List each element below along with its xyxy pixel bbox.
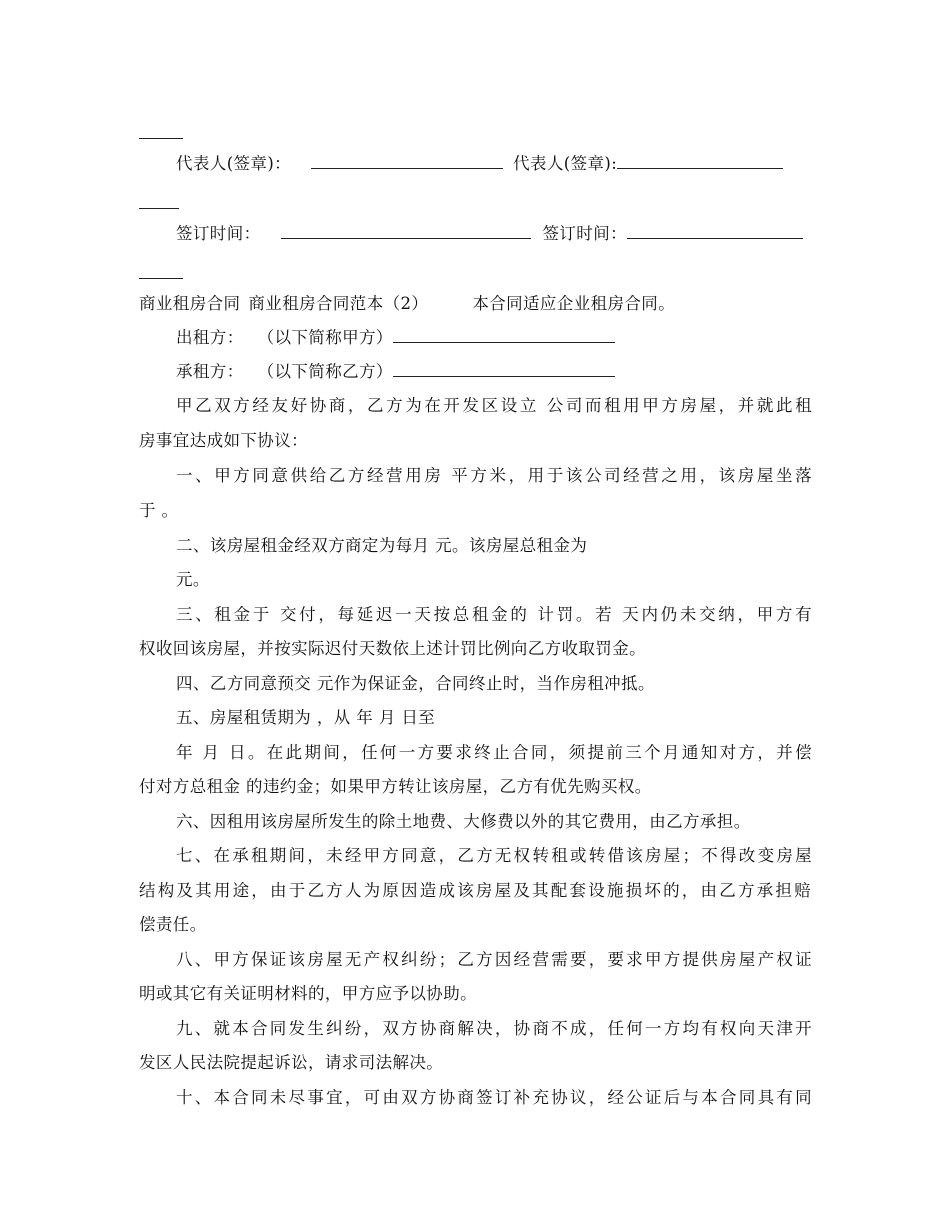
signature-line-tail — [139, 208, 179, 209]
clause-5-line-1: 五、房屋租赁期为 ，从 年 月 日至 — [176, 708, 436, 727]
clause-6: 六、因租用该房屋所发生的除土地费、大修费以外的其它费用，由乙方承担。 — [176, 812, 751, 831]
lessee-row — [176, 360, 812, 384]
lessor-label: 出租方： — [176, 328, 244, 347]
clause-8-line-1: 八、甲方保证该房屋无产权纠纷；乙方因经营需要，要求甲方提供房屋产权证 — [176, 950, 812, 969]
signing-date-row — [176, 222, 812, 246]
clause-1-line-1: 一、甲方同意供给乙方经营用房 平方米，用于该公司经营之用，该房屋坐落 — [176, 466, 812, 485]
signature-line-tail — [139, 278, 183, 279]
clause-1-line-2: 于 。 — [139, 501, 179, 520]
clause-9-line-1: 九、就本合同发生纠纷，双方协商解决，协商不成，任何一方均有权向天津开 — [176, 1019, 812, 1038]
intro-line-1: 甲乙双方经友好协商，乙方为在开发区设立 公司而租用甲方房屋，并就此租 — [176, 396, 812, 415]
clause-3-line-2: 权收回该房屋，并按实际迟付天数依上述计罚比例向乙方收取罚金。 — [139, 639, 646, 658]
signing-date-label-lessor: 签订时间： — [176, 224, 261, 243]
clause-2-line-1: 二、该房屋租金经双方商定为每月 元。该房屋总租金为 — [176, 536, 588, 555]
signing-date-line-lessee — [627, 223, 803, 239]
lessee-alias: （以下简称乙方） — [257, 362, 393, 381]
clause-8-line-2: 明或其它有关证明材料的，甲方应予以协助。 — [139, 984, 477, 1003]
contract-title: 商业租房合同 — [139, 294, 241, 313]
contract-scope: 本合同适应企业租房合同。 — [472, 294, 676, 313]
clause-7-line-2: 结构及其用途，由于乙方人为原因造成该房屋及其配套设施损坏的，由乙方承担赔 — [139, 881, 811, 900]
contract-heading — [139, 292, 811, 316]
representative-label-lessee: 代表人(签章): — [513, 154, 618, 173]
clause-4: 四、乙方同意预交 元作为保证金，合同终止时，当作房租冲抵。 — [176, 674, 655, 693]
intro-line-2: 房事宜达成如下协议： — [139, 431, 308, 450]
clause-2-line-2: 元。 — [176, 570, 210, 589]
representative-signature-line-lessee — [617, 153, 783, 169]
clause-5-line-3: 付对方总租金 的违约金；如果甲方转让该房屋，乙方有优先购买权。 — [139, 777, 652, 796]
contract-subtitle: 商业租房合同范本（2） — [248, 294, 429, 313]
lessor-name-line — [393, 327, 615, 343]
lessee-label: 承租方： — [176, 362, 244, 381]
representative-row — [176, 152, 812, 176]
lessor-row — [176, 326, 812, 350]
clause-10-line-1: 十、本合同未尽事宜，可由双方协商签订补充协议，经公证后与本合同具有同 — [176, 1088, 812, 1107]
representative-signature-line-lessor — [311, 153, 503, 169]
lessor-alias: （以下简称甲方） — [257, 328, 393, 347]
clause-7-line-3: 偿责任。 — [139, 915, 207, 934]
clause-9-line-2: 发区人民法院提起诉讼，请求司法解决。 — [139, 1053, 444, 1072]
signature-line-tail — [139, 138, 183, 139]
clause-3-line-1: 三、租金于 交付，每延迟一天按总租金的 计罚。若 天内仍未交纳，甲方有 — [176, 605, 812, 624]
signing-date-label-lessee: 签订时间： — [542, 224, 627, 243]
signing-date-line-lessor — [281, 223, 531, 239]
representative-label-lessor: 代表人(签章)： — [176, 154, 292, 173]
clause-7-line-1: 七、在承租期间，未经甲方同意，乙方无权转租或转借该房屋；不得改变房屋 — [176, 846, 812, 865]
lessee-name-line — [393, 361, 615, 377]
clause-5-line-2: 年 月 日。在此期间，任何一方要求终止合同，须提前三个月通知对方，并偿 — [176, 743, 812, 762]
